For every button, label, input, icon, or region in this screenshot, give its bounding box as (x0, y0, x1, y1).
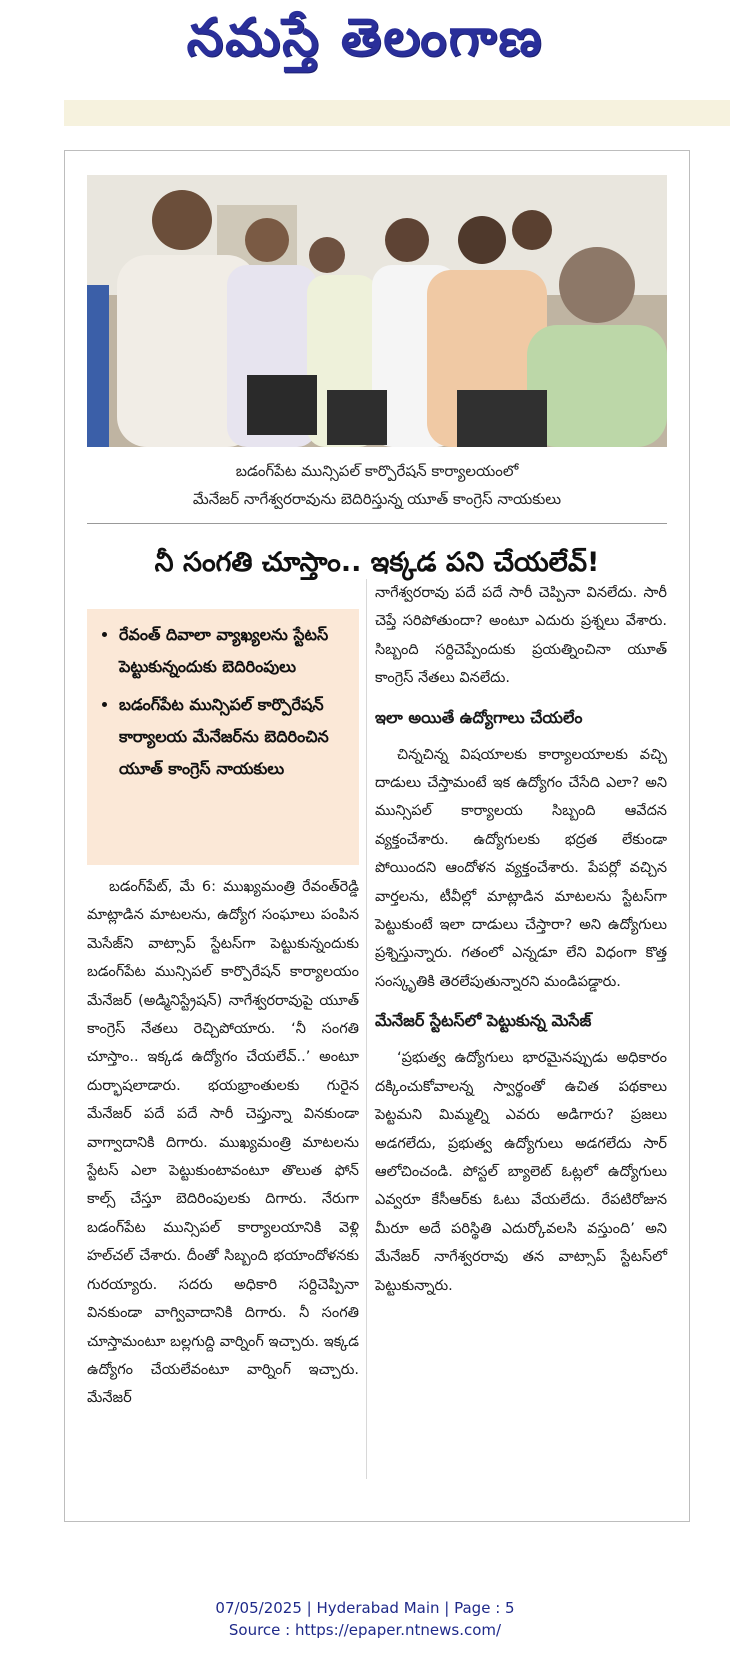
masthead (0, 0, 730, 90)
subheading: ఇలా అయితే ఉద్యోగాలు చేయలేం (375, 707, 583, 727)
body-paragraph: బడంగ్‌పేట్, మే 6: ముఖ్యమంత్రి రేవంత్‌రెడ్డి మాట్లాడిన మాటలను, ఉద్యోగ సంఘాలు పంపిన మెసేజ్‌ని వాట్సాప్ స్టేటస్‌గా పెట్టుకున్నందుకు బడంగ్‌పేట మున్సిపల్ కార్పొరేషన్ కార్యాలయం మేనేజర్ (అడ్మినిస్ట్రేషన్) నాగేశ్వరరావుపై యూత్ కాంగ్రెస్ నేతలు రెచ్చిపోయారు. ‘నీ సంగతి చూస్తాం.. ఇక్కడ ఉద్యోగం చేయలేవ్..’ అంటూ దుర్భాషలాడారు. భయభ్రాంతులకు గురైన మేనేజర్ పదే పదే సారీ చెప్తున్నా వినకుండా వాగ్వాదానికి దిగారు. ముఖ్యమంత్రి మాటలను స్టేటస్ ఎలా పెట్టుకుంటావంటూ తొలుత ఫోన్ కాల్స్ చేస్తూ బెదిరింపులకు దిగారు. నేరుగా బడంగ్‌పేట మున్సిపల్ కార్యాలయానికి వెళ్లి హల్‌చల్ చేశారు. దీంతో సిబ్బంది భయాందోళనకు గురయ్యారు. సదరు అధికారి సర్దిచెప్పినా వినకుండా వాగ్వివాదానికి దిగారు. నీ సంగతి చూస్తామంటూ బల్లగుద్ది వార్నింగ్ ఇచ్చారు. ఇక్కడ ఉద్యోగం చేయలేవంటూ వార్నింగ్ ఇచ్చారు. మేనేజర్ (87, 879, 359, 1407)
article-body-left (87, 873, 359, 1413)
newspaper-logo: నమస్తే తెలంగాణ (186, 8, 544, 68)
caption-line-1: బడంగ్‌పేట మున్సిపల్ కార్పొరేషన్ కార్యాలయంలో (235, 462, 519, 480)
page-footer (0, 1597, 730, 1641)
caption-line-2: మేనేజర్ నాగేశ్వరరావును బెదిరిస్తున్న యూత్ కాంగ్రెస్ నాయకులు (192, 490, 562, 508)
photo-meeting-icon (87, 175, 667, 447)
body-paragraph: ‘ప్రభుత్వ ఉద్యోగులు భారమైనప్పుడు అధికారం దక్కించుకోవాలన్న స్వార్థంతో ఉచిత పథకాలు పెట్టమని మిమ్మల్ని ఎవరు అడిగారు? ప్రజలు అడగలేదు, ప్రభుత్వ ఉద్యోగులు అడగలేదు సార్ ఆలోచించండి. పోస్టల్ బ్యాలెట్ ఓట్లలో ఉద్యోగులు ఎవ్వరూ కేసీఆర్‌కు ఓటు వేయలేదు. రేపటిరోజున మీరూ అదే పరిస్థితి ఎదుర్కోవలసి వస్తుంది’ అని మేనేజర్ నాగేశ్వరరావు తన వాట్సాప్ స్టేటస్‌లో పెట్టుకున్నారు. (375, 1050, 667, 1294)
column-divider (366, 579, 367, 1479)
highlights-box (87, 609, 359, 865)
article-frame (64, 150, 690, 1522)
highlight-item: • బడంగ్‌పేట మున్సిపల్ కార్పొరేషన్ కార్యాలయ మేనేజర్‌ను బెదిరించిన యూత్ కాంగ్రెస్ నాయకులు (119, 689, 347, 785)
source-link[interactable]: Source : https://epaper.ntnews.com/ (228, 1621, 502, 1639)
highlight-item: • రేవంత్ దివాలా వ్యాఖ్యలను స్టేటస్ పెట్టుకున్నందుకు బెదిరింపులు (119, 619, 347, 683)
subheading: మేనేజర్ స్టేటస్‌లో పెట్టుకున్న మెసేజ్ (375, 1011, 592, 1031)
body-paragraph: నాగేశ్వరరావు పదే పదే సారీ చెప్పినా వినలేదు. సారీ చెప్తే సరిపోతుందా? అంటూ ఎదురు ప్రశ్నలు వేశారు. సిబ్బంది సర్దిచెప్పేందుకు ప్రయత్నించినా యూత్ కాంగ్రెస్ నేతలు వినలేదు. (375, 585, 667, 687)
article-photo (87, 175, 667, 447)
article-body-right (375, 579, 667, 1300)
caption-divider (87, 523, 667, 524)
article-headline: నీ సంగతి చూస్తాం.. ఇక్కడ పని చేయలేవ్! (154, 547, 600, 578)
photo-caption (87, 457, 667, 513)
body-paragraph: చిన్నచిన్న విషయాలకు కార్యాలయాలకు వచ్చి దాడులు చేస్తామంటే ఇక ఉద్యోగం చేసేది ఎలా? అని మున్సిపల్ కార్యాలయ సిబ్బంది ఆవేదన వ్యక్తంచేశారు. ఉద్యోగులకు భద్రత లేకుండా పోయిందని ఆందోళన వ్యక్తంచేశారు. పేపర్లో వచ్చిన వార్తలను, టీవీల్లో మాట్లాడిన మాటలను స్టేటస్‌గా పెట్టుకుంటే ఇలా దాడులు చేస్తారా? అని ఉద్యోగులు ప్రశ్నిస్తున్నారు. గతంలో ఎన్నడూ లేని విధంగా కొత్త సంస్కృతికి తెరలేపుతున్నారని మండిపడ్డారు. (375, 746, 667, 990)
header-strip (64, 100, 730, 126)
edition-info: 07/05/2025 | Hyderabad Main | Page : 5 (215, 1599, 515, 1617)
